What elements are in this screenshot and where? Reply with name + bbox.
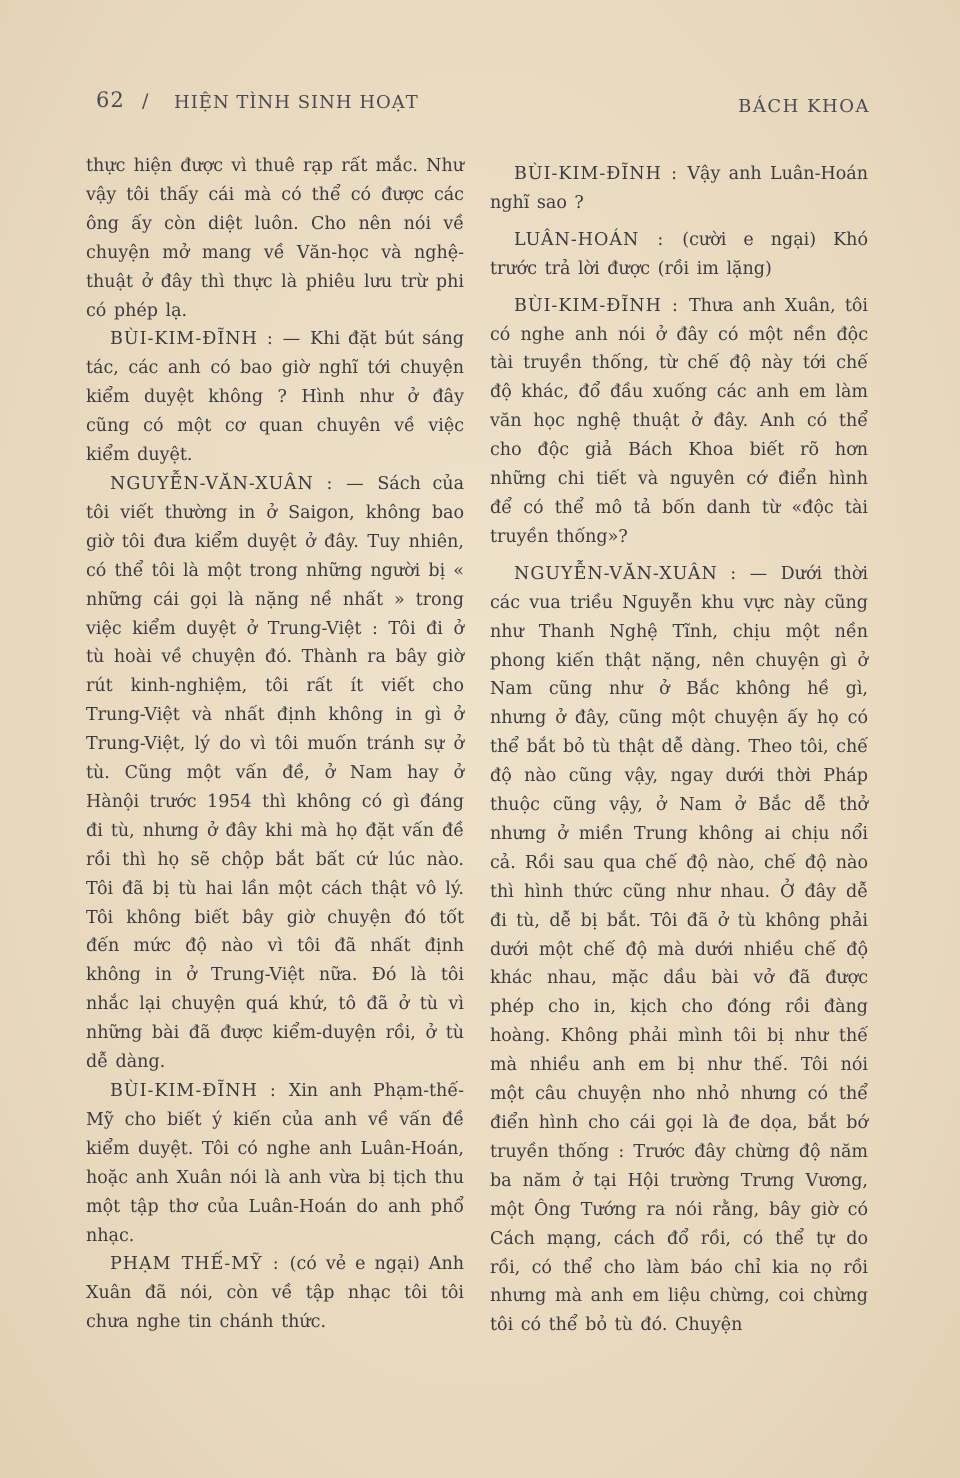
paragraph-text: Thưa anh Xuân, tôi có nghe anh nói ở đây có một nền độc tài truyền thống, từ chế độ này tới chế độ khác, đổ đầu xuống các anh em làm văn học nghệ thuật ở đây. Anh có thể cho độc giả Bách Khoa biết rõ hơn những chi tiết và nguyên cớ điển hình để có thể mô tả bốn danh từ «độc tài truyền thống»? xyxy=(490,295,868,547)
speaker-label: BÙI-KIM-ĐĨNH : — xyxy=(110,329,311,350)
paragraph-text: Dưới thời các vua triều Nguyễn khu vực này cũng như Thanh Nghệ Tĩnh, chịu một nền phong kiến thật nặng, nên chuyện gì ở Nam cũng như ở Bắc không hề gì, nhưng ở đây, cũng một chuyện ấy họ có thể bắt bỏ tù thật dễ dàng. Theo tôi, chế độ nào cũng vậy, ngay dưới thời Pháp thuộc cũng vậy, ở Nam ở Bắc dễ thở nhưng ở miền Trung không ai chịu nổi cả. Rồi sau qua chế độ nào, chế độ nào thì hình thức cũng như nhau. Ở đây dễ đi tù, dễ bị bắt. Tôi đã ở tù không phải dưới một chế độ mà dưới nhiều chế độ khác nhau, mặc dầu bài vở đã được phép cho in, kịch cho đóng rồi đàng hoàng. Không phải mình tôi bị như thế mà nhiều anh em bị như thế. Tôi nói một câu chuyện nho nhỏ nhưng có thể điển hình cho cái gọi là đe dọa, bắt bớ truyền thống : Trước đây chừng độ năm ba năm ở tại Hội trường Trưng Vương, một Ông Tướng ra nói rằng, bây giờ có Cách mạng, cách đổ rồi, có thể tự do rồi, có thể cho làm báo chỉ kia nọ rồi nhưng mà anh em liệu chừng, coi chừng tôi có thể bỏ tù đó. Chuyện xyxy=(490,563,869,1336)
paragraph xyxy=(490,160,868,218)
paragraph-text: Khi đặt bút sáng tác, các anh có bao giờ nghĩ tới chuyện kiểm duyệt không ? Hình như ở đây cũng có một cơ quan chuyên về việc kiểm duyệt. xyxy=(86,329,464,466)
paragraph xyxy=(490,292,868,552)
paragraph xyxy=(86,325,464,470)
speaker-label: PHẠM THẾ-MỸ : xyxy=(110,1254,290,1275)
speaker-label: BÙI-KIM-ĐĨNH : xyxy=(110,1081,289,1101)
paragraph xyxy=(490,560,868,1340)
speaker-label: LUÂN-HOÁN : xyxy=(514,229,683,250)
paragraph-text: Sách của tôi viết thường in ở Saigon, không bao giờ tôi đưa kiểm duyệt ở đây. Tuy nhiên, có thể tôi là một trong những người bị « những cái gọi là nặng nề nhất » trong việc kiểm duyệt ở Trung-Việt : Tôi đi ở tù hoài về chuyện đó. Thành ra bây giờ rút kinh-nghiệm, tôi rất ít viết cho Trung-Việt và nhất định không in gì ở Trung-Việt, lý do vì tôi muốn tránh sự ở tù. Cũng một vấn đề, ở Nam hay ở Hànội trước 1954 thì không có gì đáng đi tù, nhưng ở đây khi mà họ đặt vấn đề rồi thì họ sẽ chộp bắt bất cứ lúc nào. Tôi đã bị tù hai lần một cách thật vô lý. Tôi không biết bây giờ chuyện đó tốt đến mức độ nào vì tôi đã nhất định không in ở Trung-Việt nữa. Đó là tôi nhắc lại chuyện quá khứ, tô đã ở tù vì những bài đã được kiểm-duyện rồi, ở tù dễ dàng. xyxy=(86,473,465,1073)
speaker-label: BÙI-KIM-ĐĨNH : xyxy=(514,295,689,316)
page-number: 62 xyxy=(96,88,125,112)
speaker-label: NGUYỄN-VĂN-XUÂN : — xyxy=(514,563,781,584)
paragraph-text: (có vẻ e ngại) Anh Xuân đã nói, còn về tập nhạc tôi tôi chưa nghe tin chánh thức. xyxy=(86,1254,464,1333)
speaker-label: BÙI-KIM-ĐĨNH : xyxy=(514,164,688,184)
right-column xyxy=(490,160,868,1340)
page-header xyxy=(96,88,870,118)
paragraph-text: (cười e ngại) Khó trước trả lời được (rồi im lặng) xyxy=(490,229,868,279)
paragraph-text: Xin anh Phạm-thế-Mỹ cho biết ý kiến của anh về vấn đề kiểm duyệt. Tôi có nghe anh Luân-Hoán, hoặc anh Xuân nói là anh vừa bị tịch thu một tập thơ của Luân-Hoán do anh phổ nhạc. xyxy=(86,1081,464,1246)
paragraph-text: thực hiện được vì thuê rạp rất mắc. Như vậy tôi thấy cái mà có thể có được các ông ấy còn diệt luôn. Cho nên nói về chuyện mở mang về Văn-học và nghệ-thuật ở đây thì thực là phiêu lưu trừ phi có phép lạ. xyxy=(86,156,464,321)
paragraph xyxy=(86,152,464,325)
header-separator: / xyxy=(142,90,149,112)
magazine-name: BÁCH KHOA xyxy=(738,96,870,117)
paragraph-text: Vậy anh Luân-Hoán nghĩ sao ? xyxy=(490,164,868,213)
paragraph xyxy=(490,226,868,284)
left-column xyxy=(86,152,464,1337)
paragraph xyxy=(86,1077,464,1250)
paragraph xyxy=(86,470,464,1077)
paragraph xyxy=(86,1250,464,1337)
speaker-label: NGUYỄN-VĂN-XUÂN : — xyxy=(110,473,378,494)
running-title: HIỆN TÌNH SINH HOẠT xyxy=(174,92,419,113)
